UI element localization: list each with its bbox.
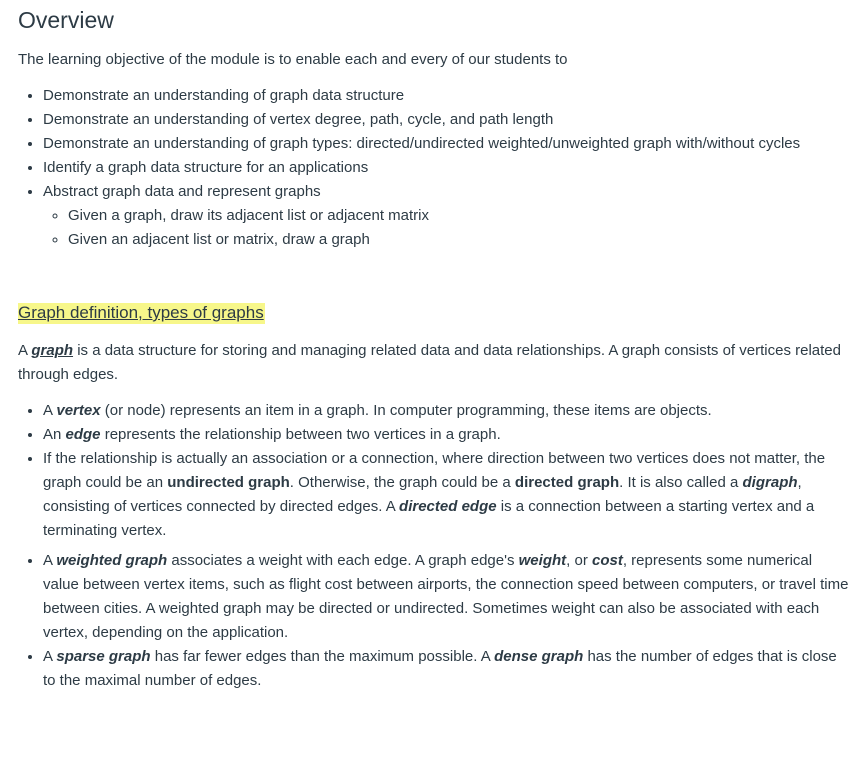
text-run: If the relationship is actually an association or a connection, where direction between two vertices does not matter, the graph could be an (43, 450, 826, 491)
term-vertex: vertex (56, 402, 101, 419)
text-run: is a connection between a starting vertex and a terminating vertex. (43, 498, 815, 539)
term-weighted-graph: weighted graph (56, 552, 168, 569)
terms-list (18, 399, 852, 693)
text-run: . It is also called a (619, 474, 743, 491)
term-sparse-graph: sparse graph (56, 648, 151, 665)
text-run: , or (566, 552, 592, 569)
term-edge: edge (65, 426, 101, 443)
list-item-vertex (43, 399, 852, 423)
list-item: • Demonstrate an understanding of vertex degree, path, cycle, and path length (43, 108, 852, 132)
highlighted-heading-text: Graph definition, types of graphs (18, 303, 264, 322)
term-directed-graph: directed graph (514, 474, 620, 491)
text-run: A (43, 552, 57, 569)
definitions-heading (18, 301, 852, 325)
sub-objectives-list (43, 204, 852, 252)
text-run: . Otherwise, the graph could be a (289, 474, 515, 491)
objectives-list (18, 84, 852, 252)
term-dense-graph: dense graph (494, 648, 584, 665)
text-run: An (43, 426, 66, 443)
text-run: is a data structure for storing and managing related data and data relationships. A graph consists of vertices related through edges. (18, 342, 841, 383)
list-item: ◦ Given a graph, draw its adjacent list or adjacent matrix (68, 204, 852, 228)
text-run: A (43, 648, 57, 665)
text-run: has the number of edges that is close to the maximal number of edges. (43, 648, 837, 689)
text-run: A (43, 402, 57, 419)
text-run: represents the relationship between two vertices in a graph. (100, 426, 501, 443)
overview-heading: Overview (18, 7, 114, 33)
text-run: A (18, 342, 32, 359)
list-item: • Demonstrate an understanding of graph types: directed/undirected weighted/unweighted graph with/without cycles (43, 132, 852, 156)
text-run: associates a weight with each edge. A graph edge's (167, 552, 519, 569)
list-item-directed (43, 447, 852, 543)
list-item-label: Abstract graph data and represent graphs (43, 183, 321, 200)
term-digraph: digraph (742, 474, 798, 491)
list-item: ◦ Given an adjacent list or matrix, draw a graph (68, 228, 852, 252)
graph-definition-paragraph (18, 339, 852, 387)
text-run: , represents some numerical value between vertex items, such as flight cost between airports, the connection speed between computers, or travel time between cities. A weighted graph may be directed or undirected. Sometimes weight can also be associated with each vertex, depending on the application. (43, 552, 849, 641)
list-item: • Demonstrate an understanding of graph data structure (43, 84, 852, 108)
list-item-weighted (43, 549, 852, 645)
list-item-edge (43, 423, 852, 447)
list-item: • Identify a graph data structure for an applications (43, 156, 852, 180)
overview-intro: The learning objective of the module is to enable each and every of our students to (18, 51, 568, 68)
text-run: has far fewer edges than the maximum possible. A (150, 648, 495, 665)
list-item-sparse (43, 645, 852, 693)
term-directed-edge: directed edge (399, 498, 497, 515)
list-item (43, 180, 852, 252)
term-graph: graph (31, 342, 74, 359)
term-undirected-graph: undirected graph (167, 474, 290, 491)
term-cost: cost (591, 552, 623, 569)
term-weight: weight (518, 552, 567, 569)
text-run: (or node) represents an item in a graph. In computer programming, these items are objects. (100, 402, 712, 419)
text-run: , consisting of vertices connected by directed edges. A (43, 474, 802, 515)
